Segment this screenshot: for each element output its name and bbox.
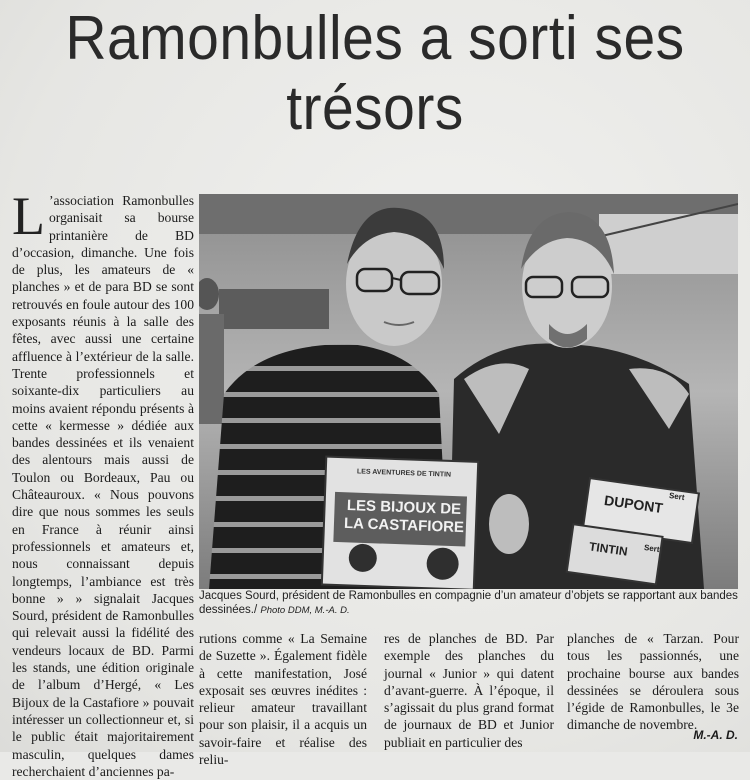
article-column-1	[12, 186, 194, 780]
article-photo	[199, 194, 738, 589]
article-text-3: res de planches de BD. Par exemple des planches du journal « Junior » qui datent d’avant-guerre. À l’époque, il s’agissait du plus grand format de journaux de BD et Junior publiait en particulier des	[384, 631, 554, 750]
byline: M.-A. D.	[693, 728, 738, 742]
drop-cap: L	[12, 186, 45, 246]
box-top-label: DUPONT	[603, 491, 664, 517]
album-title-1: LES BIJOUX DE	[346, 497, 462, 518]
article-column-4	[567, 630, 739, 734]
box-bottom-label: TINTIN	[588, 539, 629, 559]
article-text-1: ’association Ramonbulles organisait sa bourse printanière de BD d’occasion, dimanche. Une fois de plus, les amateurs de « planches » et de para BD se sont retrouvés en foule autour des 100 exposants réunis à la salle des fêtes, avec aussi une certaine affluence à l’extérieur de la salle. Trente professionnels et soixante-dix particuliers au moins avaient répondu présents à cette « kermesse » dédiée aux bandes dessinées et ils venaient des alentours mais aussi de Toulon ou Bordeaux, Pau ou Châteauroux. « Nous pouvons dire que nous sommes les seuls en France à réunir ainsi professionnels et amateurs et, nous connaissant depuis longtemps, l’ambiance est très bonne » » signalait Jacques Sourd, président de Ramonbulles qui relevait aussi la fidélité des vendeurs locaux de BD. Parmi les stands, une édition originale de l’album d’Hergé, « Les Bijoux de la Castafiore » pouvait intéresser un collectionneur et, si le public était majoritairement masculin, quelques dames recherchaient d’anciennes pa-	[12, 193, 194, 779]
article-column-3	[384, 630, 554, 751]
album-title-2: LA CASTAFIORE	[343, 514, 465, 537]
box-top-sub: Sert	[668, 490, 686, 503]
box-bottom-sub: Sert	[643, 542, 661, 555]
caption-text: Jacques Sourd, président de Ramonbulles en compagnie d’un amateur d’objets se rapportant aux bandes dessinées./	[199, 590, 738, 616]
article-column-2	[199, 630, 367, 768]
album-series: LES AVENTURES DE TINTIN	[356, 468, 452, 479]
headline: Ramonbulles a sorti ses trésors	[65, 4, 685, 143]
article-text-2: rutions comme « La Semaine de Suzette ». Également fidèle à cette manifestation, José exposait ses œuvres inédites : relieur amateur travaillant pour son plaisir, il a acquis un savoir-faire et réalise des reliu-	[199, 631, 367, 768]
article-text-4: planches de « Tarzan. Pour tous les passionnés, une prochaine bourse aux bandes dessinées se déroulera sous l’égide de Ramonbulles, le 3e dimanche de novembre.	[567, 631, 739, 733]
photo-caption	[199, 589, 739, 618]
photo-credit: Photo DDM, M.-A. D.	[260, 605, 350, 616]
